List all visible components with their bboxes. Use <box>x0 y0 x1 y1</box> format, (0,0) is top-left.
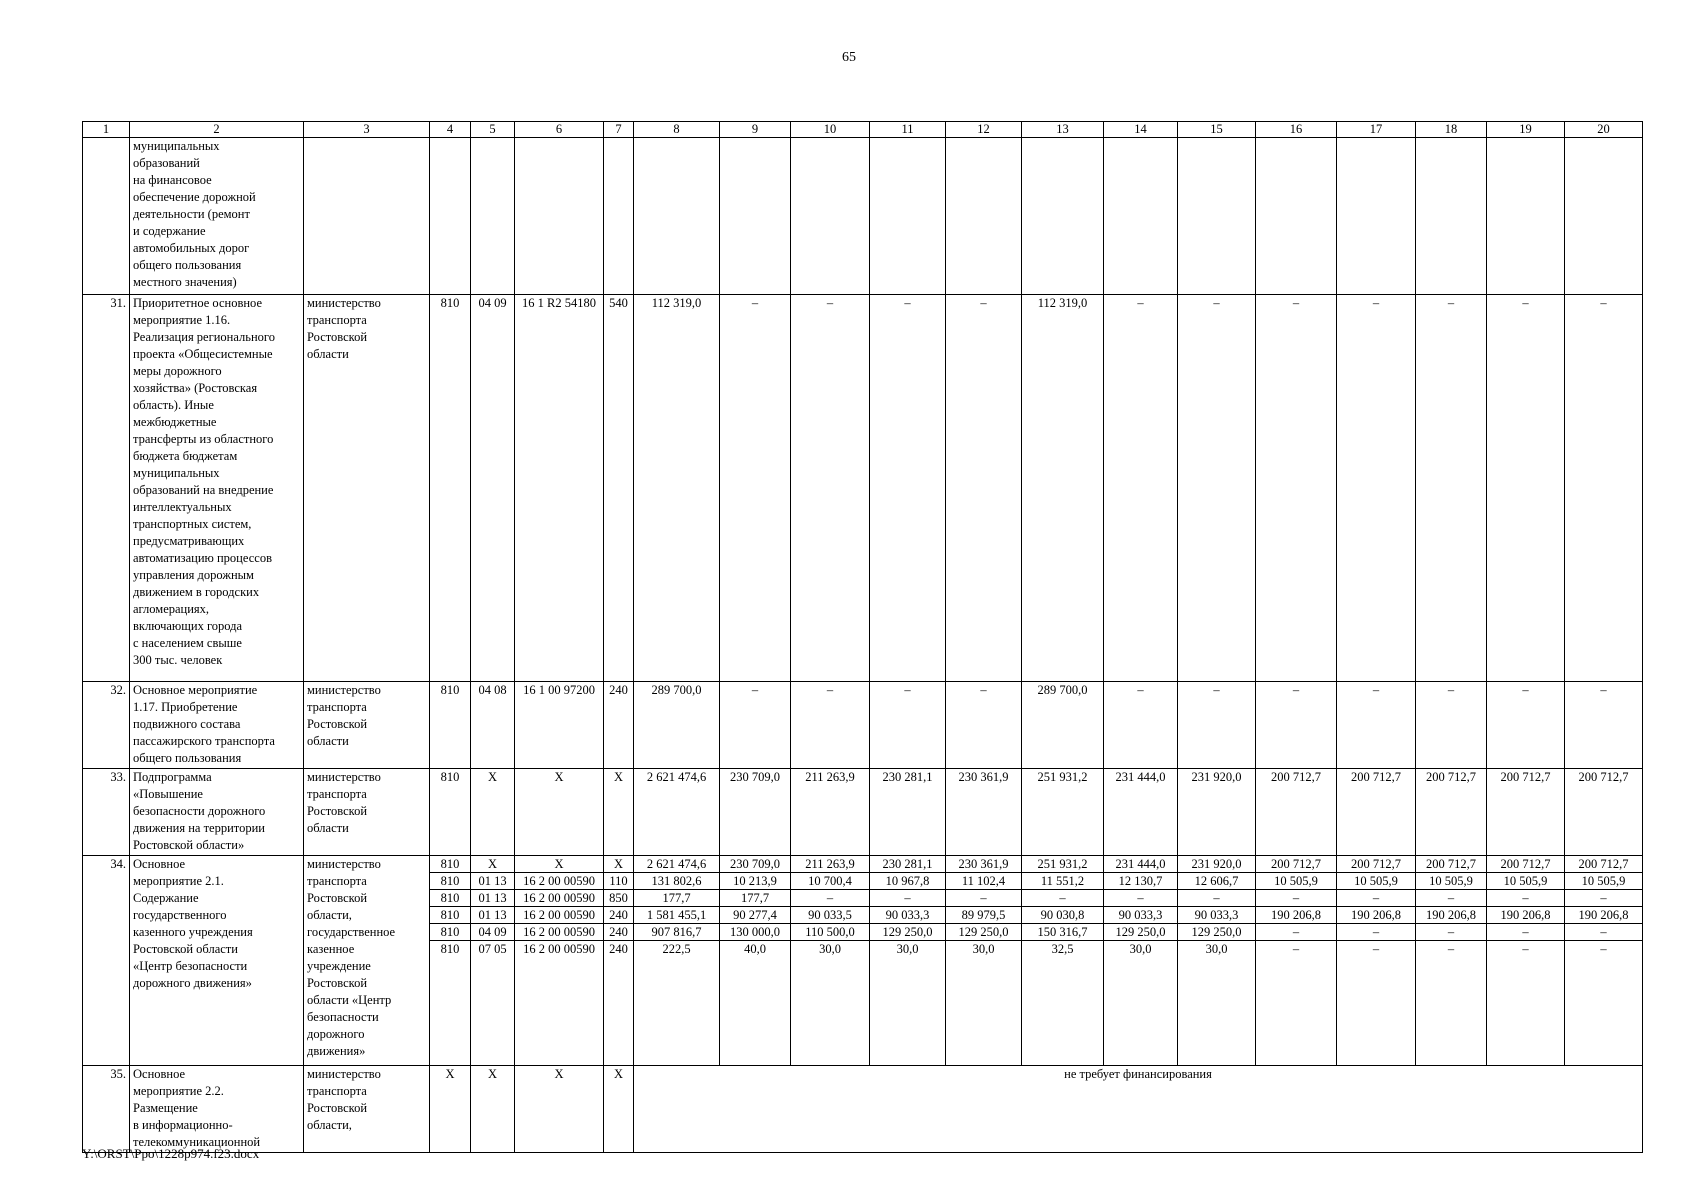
value-cell: 200 712,7 <box>1337 769 1416 856</box>
column-header: 18 <box>1416 122 1487 138</box>
value-cell: 222,5 <box>662 942 691 956</box>
value-cell: 200 712,7 <box>1487 769 1565 856</box>
value-cell: 810 <box>430 856 470 873</box>
row-name: Основное мероприятие 1.17. Приобретение подвижного состава пассажирского транспорта общего пользования <box>130 682 304 769</box>
column-header: 6 <box>515 122 604 138</box>
value-cell: 130 000,0 <box>720 924 790 941</box>
value-cell: 112 319,0 <box>1022 295 1104 682</box>
subrow-column <box>720 856 791 1066</box>
value-cell: – <box>870 682 946 769</box>
value-cell: 90 030,8 <box>1022 907 1103 924</box>
value-cell: 40,0 <box>744 942 766 956</box>
value-cell: 200 712,7 <box>1565 856 1642 873</box>
value-cell: – <box>870 890 945 907</box>
subrow-column <box>946 856 1022 1066</box>
value-cell: 16 2 00 00590 <box>523 942 595 956</box>
value-cell: 289 700,0 <box>634 682 720 769</box>
subrow-column <box>870 856 946 1066</box>
csr-cell: 16 1 R2 54180 <box>515 295 604 682</box>
column-header: 17 <box>1337 122 1416 138</box>
subrow-column <box>1487 856 1565 1066</box>
column-header: 12 <box>946 122 1022 138</box>
value-cell: – <box>1416 295 1487 682</box>
value-cell: – <box>1522 942 1529 956</box>
value-cell: – <box>1565 295 1643 682</box>
value-cell: 2 621 474,6 <box>634 769 720 856</box>
page-number: 65 <box>842 50 856 65</box>
value-cell: 129 250,0 <box>1178 924 1255 941</box>
value-cell: 11 102,4 <box>946 873 1021 890</box>
value-cell: 90 033,3 <box>1104 907 1177 924</box>
value-cell: 110 500,0 <box>791 924 869 941</box>
value-cell: 01 13 <box>471 907 514 924</box>
table-row <box>83 138 1643 295</box>
row-executor: министерство транспорта Ростовской области, государственное казенное учреждение Ростовской области «Центр безопасности дорожного движения» <box>304 856 430 1066</box>
row-number: 35. <box>83 1066 130 1153</box>
column-header: 13 <box>1022 122 1104 138</box>
value-cell: 810 <box>430 924 470 941</box>
value-cell: 90 033,5 <box>791 907 869 924</box>
value-cell: 231 920,0 <box>1178 769 1256 856</box>
column-header: 7 <box>604 122 634 138</box>
subrow-column <box>515 856 604 1066</box>
value-cell: 131 802,6 <box>634 873 719 890</box>
vr-cell: X <box>604 1066 634 1153</box>
value-cell: 11 551,2 <box>1022 873 1103 890</box>
value-cell: – <box>1416 890 1486 907</box>
value-cell: 190 206,8 <box>1487 907 1564 924</box>
value-cell: 231 920,0 <box>1178 856 1255 873</box>
value-cell: 01 13 <box>471 873 514 890</box>
value-cell: 10 213,9 <box>720 873 790 890</box>
value-cell: – <box>720 682 791 769</box>
value-cell: 2 621 474,6 <box>634 856 719 873</box>
row-name: Основное мероприятие 2.2. Размещение в информационно- телекоммуникационной <box>130 1066 304 1153</box>
value-cell: 230 281,1 <box>870 769 946 856</box>
value-cell: – <box>1337 890 1415 907</box>
subrow-column <box>430 856 471 1066</box>
column-header: 14 <box>1104 122 1178 138</box>
value-cell: 211 263,9 <box>791 769 870 856</box>
value-cell: 12 130,7 <box>1104 873 1177 890</box>
value-cell: 230 709,0 <box>720 769 791 856</box>
column-header: 15 <box>1178 122 1256 138</box>
value-cell: 10 505,9 <box>1416 873 1486 890</box>
budget-table <box>82 121 1643 1153</box>
row-number: 34. <box>83 856 130 1066</box>
value-cell: 240 <box>604 924 633 941</box>
value-cell: – <box>791 890 869 907</box>
value-cell: 129 250,0 <box>946 924 1021 941</box>
subrow-column <box>1337 856 1416 1066</box>
value-cell: 10 505,9 <box>1256 873 1336 890</box>
value-cell: 850 <box>604 890 633 907</box>
value-cell: 231 444,0 <box>1104 856 1177 873</box>
value-cell: 01 13 <box>471 890 514 907</box>
value-cell: 129 250,0 <box>1104 924 1177 941</box>
value-cell: 230 361,9 <box>946 856 1021 873</box>
value-cell: 810 <box>430 907 470 924</box>
value-cell: – <box>791 682 870 769</box>
row-number: 33. <box>83 769 130 856</box>
no-funding-note: не требует финансирования <box>634 1066 1643 1153</box>
row-name: Приоритетное основное мероприятие 1.16. Реализация регионального проекта «Общесистемные меры дорожного хозяйства» (Ростовская область). Иные межбюджетные трансферты из областного бюджета бюджетам муниципальных образований на внедрение интеллектуальных транспортных систем, предусматривающих автоматизацию процессов управления дорожным движением в городских агломерациях, включающих города с населением свыше 300 тыс. человек <box>130 295 304 682</box>
row-executor: министерство транспорта Ростовской области <box>304 682 430 769</box>
value-cell: 10 700,4 <box>791 873 869 890</box>
column-header: 10 <box>791 122 870 138</box>
column-header: 16 <box>1256 122 1337 138</box>
value-cell: 251 931,2 <box>1022 769 1104 856</box>
vr-cell: X <box>604 769 634 856</box>
value-cell: 110 <box>604 873 633 890</box>
subrow-column <box>1178 856 1256 1066</box>
value-cell: 177,7 <box>634 890 719 907</box>
value-cell: 150 316,7 <box>1022 924 1103 941</box>
value-cell: 90 033,3 <box>870 907 945 924</box>
value-cell: 12 606,7 <box>1178 873 1255 890</box>
value-cell: 112 319,0 <box>634 295 720 682</box>
value-cell: – <box>1104 682 1178 769</box>
value-cell: 90 033,3 <box>1178 907 1255 924</box>
table-row <box>83 1066 1643 1153</box>
value-cell: – <box>1178 890 1255 907</box>
grbs-cell: 810 <box>430 769 471 856</box>
value-cell: 07 05 <box>478 942 507 956</box>
value-cell: 89 979,5 <box>946 907 1021 924</box>
value-cell: – <box>1292 942 1300 956</box>
vr-cell: 240 <box>604 682 634 769</box>
subrow-column <box>1256 856 1337 1066</box>
file-path-footer: Y:\ORST\Ppo\1228p974.f23.docx <box>82 1146 260 1161</box>
value-cell: 32,5 <box>1051 942 1074 956</box>
value-cell: 30,0 <box>896 942 919 956</box>
value-cell: – <box>1416 924 1486 941</box>
subrow-column <box>1022 856 1104 1066</box>
value-cell: – <box>946 890 1021 907</box>
value-cell: 211 263,9 <box>791 856 869 873</box>
value-cell: X <box>471 856 514 873</box>
value-cell: 30,0 <box>972 942 995 956</box>
value-cell: 200 712,7 <box>1337 856 1415 873</box>
value-cell: 10 505,9 <box>1565 873 1642 890</box>
value-cell: 200 712,7 <box>1416 769 1487 856</box>
value-cell: 810 <box>430 890 470 907</box>
value-cell: 30,0 <box>1205 942 1228 956</box>
row-name: муниципальных образований на финансовое обеспечение дорожной деятельности (ремонт и содержание автомобильных дорог общего пользования местного значения) <box>130 138 304 295</box>
value-cell: – <box>1487 890 1564 907</box>
row-executor: министерство транспорта Ростовской области <box>304 295 430 682</box>
value-cell: – <box>1487 924 1564 941</box>
value-cell: 251 931,2 <box>1022 856 1103 873</box>
row-executor: министерство транспорта Ростовской области <box>304 769 430 856</box>
value-cell: – <box>1565 682 1643 769</box>
grbs-cell: 810 <box>430 682 471 769</box>
value-cell: 230 281,1 <box>870 856 945 873</box>
row-name: Подпрограмма «Повышение безопасности дорожного движения на территории Ростовской области» <box>130 769 304 856</box>
value-cell: 200 712,7 <box>1565 769 1643 856</box>
grbs-cell: X <box>430 1066 471 1153</box>
row-number: 32. <box>83 682 130 769</box>
column-header: 20 <box>1565 122 1643 138</box>
subrow-column <box>604 856 634 1066</box>
value-cell: X <box>515 856 603 873</box>
value-cell: – <box>1565 924 1642 941</box>
value-cell: – <box>1337 295 1416 682</box>
value-cell: – <box>946 295 1022 682</box>
table-row <box>83 769 1643 856</box>
value-cell: – <box>1022 890 1103 907</box>
column-header: 9 <box>720 122 791 138</box>
value-cell: 289 700,0 <box>1022 682 1104 769</box>
row-executor: министерство транспорта Ростовской области, <box>304 1066 430 1153</box>
column-header: 3 <box>304 122 430 138</box>
value-cell: – <box>1372 942 1380 956</box>
value-cell: 16 2 00 00590 <box>515 907 603 924</box>
value-cell: 230 709,0 <box>720 856 790 873</box>
value-cell: 190 206,8 <box>1565 907 1642 924</box>
row-name: Основное мероприятие 2.1. Содержание государственного казенного учреждения Ростовской области «Центр безопасности дорожного движения» <box>130 856 304 1066</box>
value-cell: – <box>1256 890 1336 907</box>
column-header: 5 <box>471 122 515 138</box>
value-cell: – <box>1487 682 1565 769</box>
value-cell: – <box>1178 682 1256 769</box>
value-cell: 16 2 00 00590 <box>515 890 603 907</box>
column-header: 4 <box>430 122 471 138</box>
table-row <box>83 856 1643 1066</box>
subrow-column <box>634 856 720 1066</box>
value-cell: – <box>1337 924 1415 941</box>
value-cell: 810 <box>430 873 470 890</box>
value-cell: – <box>1416 682 1487 769</box>
value-cell: 10 505,9 <box>1337 873 1415 890</box>
value-cell: 190 206,8 <box>1256 907 1336 924</box>
value-cell: 200 712,7 <box>1416 856 1486 873</box>
value-cell: 810 <box>440 942 460 956</box>
value-cell: 240 <box>604 907 633 924</box>
table-row <box>83 682 1643 769</box>
subrow-column <box>791 856 870 1066</box>
value-cell: – <box>1447 942 1455 956</box>
rzpr-cell: X <box>471 1066 515 1153</box>
value-cell: 129 250,0 <box>870 924 945 941</box>
header-row <box>83 122 1643 138</box>
value-cell: 90 277,4 <box>720 907 790 924</box>
column-header: 19 <box>1487 122 1565 138</box>
subrow-column <box>1565 856 1643 1066</box>
value-cell: 30,0 <box>1129 942 1152 956</box>
value-cell: 190 206,8 <box>1416 907 1486 924</box>
value-cell: 230 361,9 <box>946 769 1022 856</box>
value-cell: – <box>1178 295 1256 682</box>
value-cell: – <box>1256 682 1337 769</box>
value-cell: X <box>604 856 633 873</box>
value-cell: – <box>791 295 870 682</box>
value-cell: 177,7 <box>720 890 790 907</box>
value-cell: 04 09 <box>471 924 514 941</box>
value-cell: 200 712,7 <box>1256 769 1337 856</box>
value-cell: 30,0 <box>819 942 841 956</box>
value-cell: – <box>1565 890 1642 907</box>
value-cell: 240 <box>609 942 628 956</box>
value-cell: 200 712,7 <box>1487 856 1564 873</box>
grbs-cell: 810 <box>430 295 471 682</box>
value-cell: – <box>870 295 946 682</box>
value-cell: – <box>1600 942 1607 956</box>
value-cell: – <box>1104 890 1177 907</box>
csr-cell: X <box>515 1066 604 1153</box>
value-cell: – <box>946 682 1022 769</box>
value-cell: – <box>1256 295 1337 682</box>
value-cell: 907 816,7 <box>634 924 719 941</box>
value-cell: 231 444,0 <box>1104 769 1178 856</box>
value-cell: 16 2 00 00590 <box>515 873 603 890</box>
value-cell: – <box>1487 295 1565 682</box>
rzpr-cell: X <box>471 769 515 856</box>
vr-cell: 540 <box>604 295 634 682</box>
value-cell: 1 581 455,1 <box>634 907 719 924</box>
csr-cell: X <box>515 769 604 856</box>
subrow-column <box>1104 856 1178 1066</box>
value-cell: – <box>720 295 791 682</box>
subrow-column <box>471 856 515 1066</box>
column-header: 11 <box>870 122 946 138</box>
value-cell: 16 2 00 00590 <box>515 924 603 941</box>
column-header: 1 <box>83 122 130 138</box>
column-header: 8 <box>634 122 720 138</box>
column-header: 2 <box>130 122 304 138</box>
value-cell: 10 505,9 <box>1487 873 1564 890</box>
value-cell: – <box>1256 924 1336 941</box>
subrow-column <box>1416 856 1487 1066</box>
value-cell: 200 712,7 <box>1256 856 1336 873</box>
table-row <box>83 295 1643 682</box>
row-number: 31. <box>83 295 130 682</box>
value-cell: – <box>1337 682 1416 769</box>
rzpr-cell: 04 08 <box>471 682 515 769</box>
value-cell: 10 967,8 <box>870 873 945 890</box>
csr-cell: 16 1 00 97200 <box>515 682 604 769</box>
rzpr-cell: 04 09 <box>471 295 515 682</box>
value-cell: – <box>1104 295 1178 682</box>
value-cell: 190 206,8 <box>1337 907 1415 924</box>
